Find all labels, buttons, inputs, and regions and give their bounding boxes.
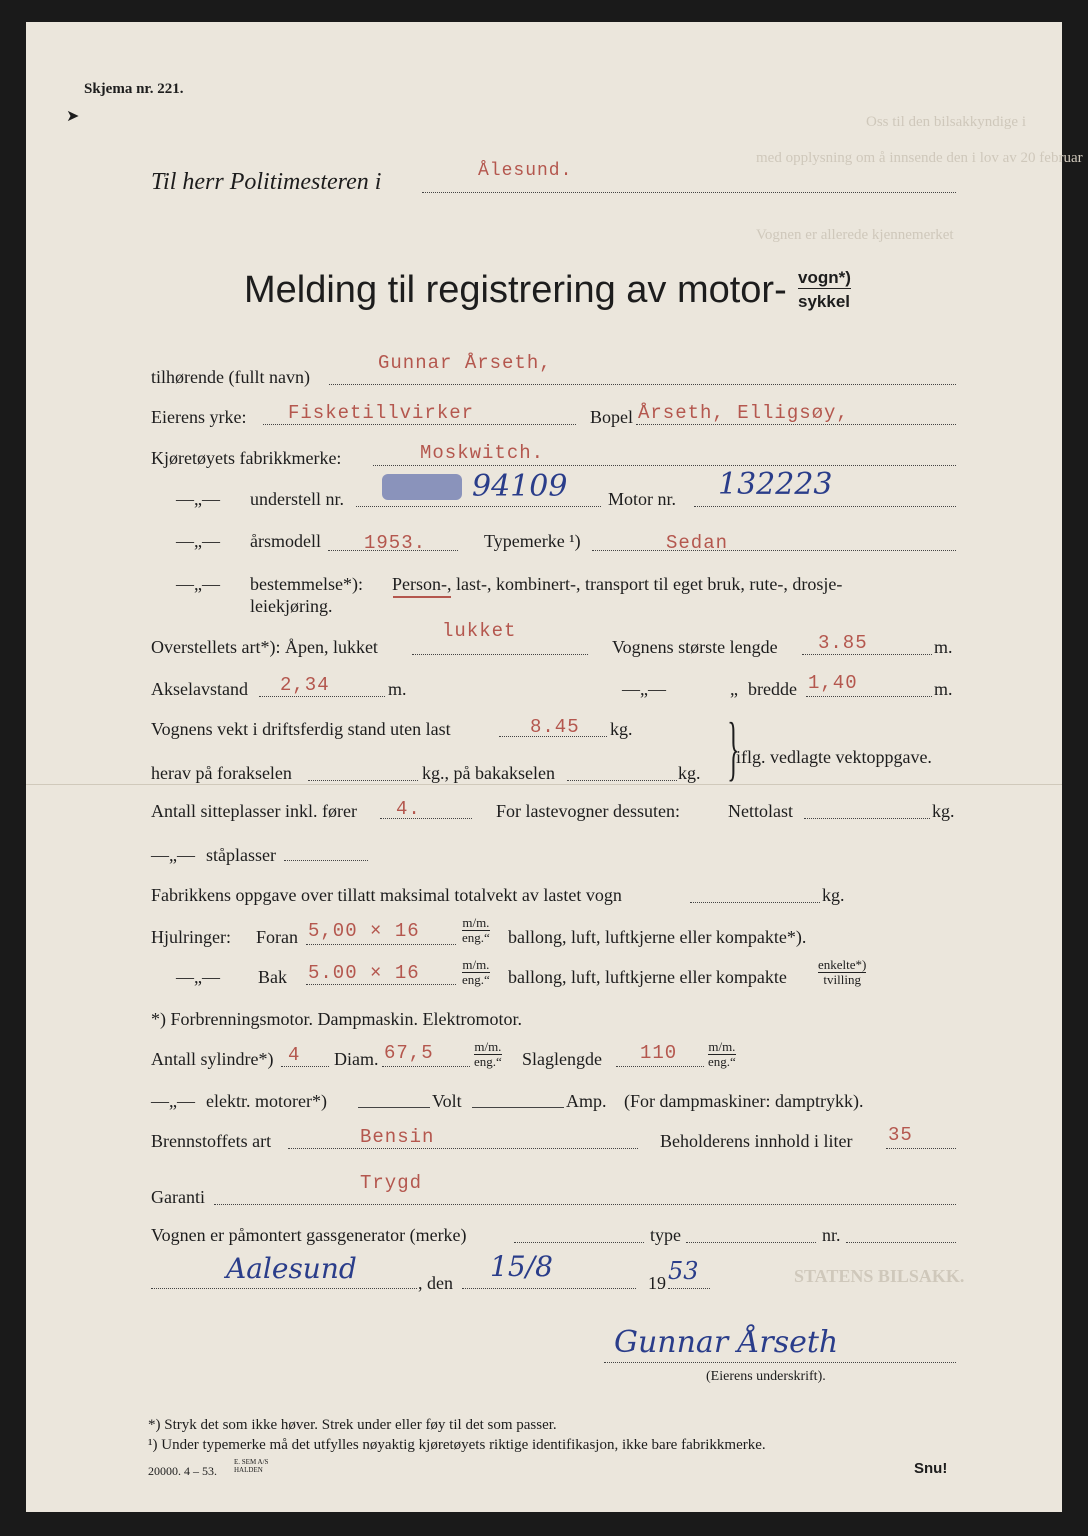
place-line [151,1288,417,1289]
make-value[interactable]: Moskwitch. [420,442,545,464]
make-label: Kjøretøyets fabrikkmerke: [151,448,342,468]
front-axle-line [308,780,418,781]
weight-unit: kg. [610,719,633,739]
unit-fraction: m/m. eng.“ [462,957,490,987]
fuel-value[interactable]: Bensin [360,1126,435,1148]
cylinders-line [281,1066,329,1067]
body-label: Overstellets art*): Åpen, lukket [151,637,378,657]
footnote-1: *) Stryk det som ikke høver. Strek under eller føy til det som passer. [148,1417,557,1433]
width-value[interactable]: 1,40 [808,672,858,694]
net-load-line [804,818,930,819]
steam-label: (For dampmaskiner: damptrykk). [624,1091,864,1111]
tank-line [886,1148,956,1149]
body-value[interactable]: lukket [442,620,517,642]
fuel-label: Brennstoffets art [151,1131,272,1151]
gas-type-line [686,1242,816,1243]
stroke-value[interactable]: 110 [640,1042,678,1064]
occupation-value[interactable]: Fisketillvirker [288,402,475,424]
cylinders-label: Antall sylindre*) [151,1049,274,1069]
diam-value[interactable]: 67,5 [384,1042,434,1064]
standing-line [284,860,368,861]
occupation-line [263,424,576,425]
max-weight-line [690,902,820,903]
amp-label: Amp. [566,1091,607,1111]
max-weight-label: Fabrikkens oppgave over tillatt maksimal totalvekt av lastet vogn [151,885,622,905]
front-wheel-label: Foran [256,927,298,947]
form-title: Melding til registrering av motor- [244,269,787,311]
residence-label: Bopel [590,407,633,427]
ditto-mark: —„— [176,574,220,594]
ditto-mark: —„— [176,489,220,509]
fuel-line [288,1148,638,1149]
fold-line [26,784,1062,785]
gas-nr-label: nr. [822,1225,841,1245]
seats-value[interactable]: 4. [396,798,421,820]
bleed-through-text: Oss til den bilsakkyndige i [866,114,1026,130]
motor-label: Motor nr. [608,489,677,509]
bleed-through-text: med opplysning om å innsende den i lov av 20 februar [756,150,1083,166]
addressee-line [422,192,956,193]
chassis-label: understell nr. [250,489,344,509]
volt-line [472,1107,564,1108]
ditto-mark: —„— [176,967,220,987]
unit-fraction: m/m. eng.“ [708,1039,736,1069]
front-wheel-line [306,944,456,945]
guarantee-line [214,1204,956,1205]
title-vogn: vogn*) [798,268,851,287]
registration-form [26,22,1083,1512]
gas-type-label: type [650,1225,681,1245]
volt-label: Volt [432,1091,462,1111]
motor-value[interactable]: 132223 [718,467,833,502]
guarantee-value[interactable]: Trygd [360,1172,423,1194]
electric-label: elektr. motorer*) [206,1091,327,1111]
printer-info: E. SEM A/S HALDEN [234,1458,269,1474]
net-load-label: Nettolast [728,801,793,821]
place-value[interactable]: Aalesund [226,1252,357,1285]
axle-line [259,696,385,697]
turn-over-note: Snu! [914,1460,948,1477]
ditto-mark: —„— [151,1091,195,1111]
owner-value[interactable]: Gunnar Årseth, [378,352,552,374]
occupation-label: Eierens yrke: [151,407,247,427]
year-line [328,550,458,551]
year-value[interactable]: 1953. [364,532,427,554]
chassis-value[interactable]: 94109 [472,469,568,504]
weight-value[interactable]: 8.45 [530,716,580,738]
crossed-out-number [382,474,462,500]
bleed-through-stamp: STATENS BILSAKK. [794,1266,965,1286]
purpose-options-2: leiekjøring. [250,596,333,616]
motor-line [694,506,956,507]
date-label: , den [418,1273,453,1293]
signature-label: (Eierens underskrift). [706,1369,826,1384]
front-axle-label: herav på forakselen [151,763,292,783]
residence-value[interactable]: Årseth, Elligsøy, [638,402,849,424]
electric-line [358,1107,430,1108]
addressee-label: Til herr Politimesteren i [151,169,382,195]
weight-note: iflg. vedlagte vektoppgave. [736,747,932,767]
rear-axle-label: kg., på bakakselen [422,763,555,783]
addressee-value[interactable]: Ålesund. [478,161,573,181]
rear-wheel-label: Bak [258,967,287,987]
wheel-config: enkelte*) tvilling [818,957,867,987]
length-label: Vognens største lengde [612,637,778,657]
title-sykkel: sykkel [798,292,850,311]
standing-label: ståplasser [206,845,276,865]
ditto-mark: —„— [176,531,220,551]
guarantee-label: Garanti [151,1187,205,1207]
arrow-mark: ➤ [66,108,80,125]
length-unit: m. [934,637,953,657]
gas-nr-line [846,1242,956,1243]
type-line [592,550,956,551]
max-weight-unit: kg. [822,885,845,905]
net-load-unit: kg. [932,801,955,821]
tire-options: ballong, luft, luftkjerne eller kompakte*). [508,927,807,947]
rear-axle-unit: kg. [678,763,701,783]
bleed-through-text: Vognen er allerede kjennemerket [756,227,954,243]
date-line [462,1288,636,1289]
cylinders-value[interactable]: 4 [288,1044,301,1066]
unit-fraction: m/m. eng.“ [462,915,490,945]
weight-line [499,736,607,737]
tank-label: Beholderens innhold i liter [660,1131,853,1151]
length-line [802,654,932,655]
footnote-2: ¹) Under typemerke må det utfylles nøyaktig kjøretøyets riktige identifikasjon, ikke bare fabrikkmerke. [148,1437,766,1453]
type-value[interactable]: Sedan [666,532,729,554]
length-value[interactable]: 3.85 [818,632,868,654]
weight-label: Vognens vekt i driftsferdig stand uten last [151,719,451,739]
seats-label: Antall sitteplasser inkl. fører [151,801,357,821]
tire-options-rear: ballong, luft, luftkjerne eller kompakte [508,967,787,987]
wheels-label: Hjulringer: [151,927,231,947]
owner-signature: Gunnar Årseth [614,1325,839,1360]
year-prefix: 19 [648,1273,666,1293]
width-line [806,696,932,697]
owner-line [329,384,956,385]
axle-unit: m. [388,679,407,699]
axle-label: Akselavstand [151,679,248,699]
chassis-line [356,506,601,507]
print-info: 20000. 4 – 53. [148,1464,217,1478]
rear-axle-line [567,780,677,781]
body-line [412,654,588,655]
tank-value[interactable]: 35 [888,1124,913,1146]
stroke-label: Slaglengde [522,1049,602,1069]
date-value[interactable]: 15/8 [490,1250,553,1283]
front-wheel-value[interactable]: 5,00 × 16 [308,920,420,942]
gas-generator-label: Vognen er påmontert gassgenerator (merke) [151,1225,467,1245]
engine-types: *) Forbrenningsmotor. Dampmaskin. Elektromotor. [151,1009,522,1029]
diam-line [382,1066,470,1067]
width-label: bredde [748,679,797,699]
year-line [668,1288,710,1289]
width-ditto: „ [730,679,738,699]
person-underline [393,596,451,598]
stroke-line [616,1066,704,1067]
form-number: Skjema nr. 221. [84,81,184,97]
seats-line [380,818,472,819]
brace: } [727,708,740,788]
residence-line [636,424,956,425]
rear-wheel-line [306,984,456,985]
purpose-options: Person-, last-, kombinert-, transport til eget bruk, rute-, drosje- [392,574,843,594]
diam-label: Diam. [334,1049,379,1069]
gas-generator-line [514,1242,644,1243]
make-line [373,465,956,466]
freight-label: For lastevogner dessuten: [496,801,680,821]
width-unit: m. [934,679,953,699]
ditto-mark: —„— [151,845,195,865]
owner-label: tilhørende (fullt navn) [151,367,310,387]
axle-value[interactable]: 2,34 [280,674,330,696]
rear-wheel-value[interactable]: 5.00 × 16 [308,962,420,984]
signature-line [604,1362,956,1363]
unit-fraction: m/m. eng.“ [474,1039,502,1069]
year-suffix[interactable]: 53 [668,1257,699,1285]
ditto-mark: —„— [622,679,666,699]
purpose-label: bestemmelse*): [250,574,363,594]
type-label: Typemerke ¹) [484,531,581,551]
year-label: årsmodell [250,531,321,551]
